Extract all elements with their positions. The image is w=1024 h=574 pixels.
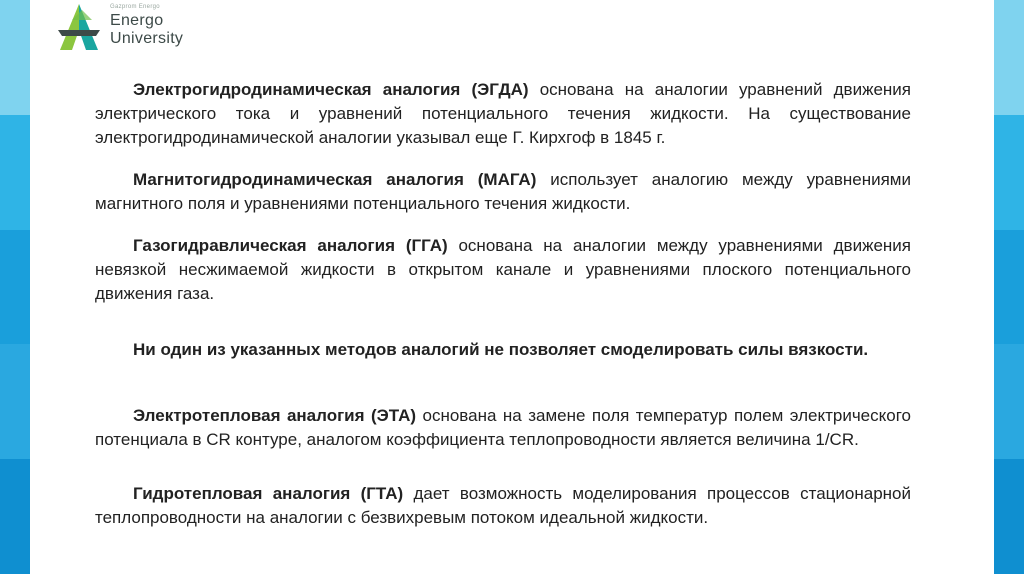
term-maga: Магнитогидродинамическая аналогия (МАГА) [133, 170, 537, 189]
paragraph-gga [95, 234, 911, 306]
text-gta: дает возможность моделирования процессов стационарной теплопроводности на аналогии с безвихревым потоком идеальной жидкости. [95, 484, 911, 527]
logo-triangle-icon [52, 0, 106, 54]
text-egda: основана на аналогии уравнений движения электрического тока и уравнений потенциального течения жидкости. На существование электрогидродинамической аналогии указывал еще Г. Кирхгоф в 1845 г. [95, 80, 911, 147]
paragraph-maga [95, 168, 911, 216]
text-eta: основана на замене поля температур полем электрического потенциала в CR контуре, аналогом коэффициента теплопроводности является величина 1/CR. [95, 406, 911, 449]
term-viscosity-note: Ни один из указанных методов аналогий не позволяет смоделировать силы вязкости. [133, 340, 869, 359]
term-eta: Электротепловая аналогия (ЭТА) [133, 406, 417, 425]
term-egda: Электрогидродинамическая аналогия (ЭГДА) [133, 80, 529, 99]
paragraph-viscosity-note [95, 338, 911, 362]
left-decor-stripe [0, 0, 30, 574]
term-gta: Гидротепловая аналогия (ГТА) [133, 484, 404, 503]
logo-university-text: University [110, 30, 184, 47]
paragraph-gta [95, 482, 911, 530]
energo-university-logo [52, 0, 222, 58]
term-gga: Газогидравлическая аналогия (ГГА) [133, 236, 448, 255]
logo-energo-text: Energo [110, 12, 164, 29]
paragraph-egda [95, 78, 911, 150]
text-gga: основана на аналогии между уравнениями движения невязкой несжимаемой жидкости в открытом канале и уравнениями плоского потенциального движения газа. [95, 236, 911, 303]
text-maga: использует аналогию между уравнениями магнитного поля и уравнениями потенциального течения жидкости. [95, 170, 911, 213]
paragraph-eta [95, 404, 911, 452]
logo-small-text: Gazprom Energo [110, 4, 160, 10]
right-decor-stripe [994, 0, 1024, 574]
